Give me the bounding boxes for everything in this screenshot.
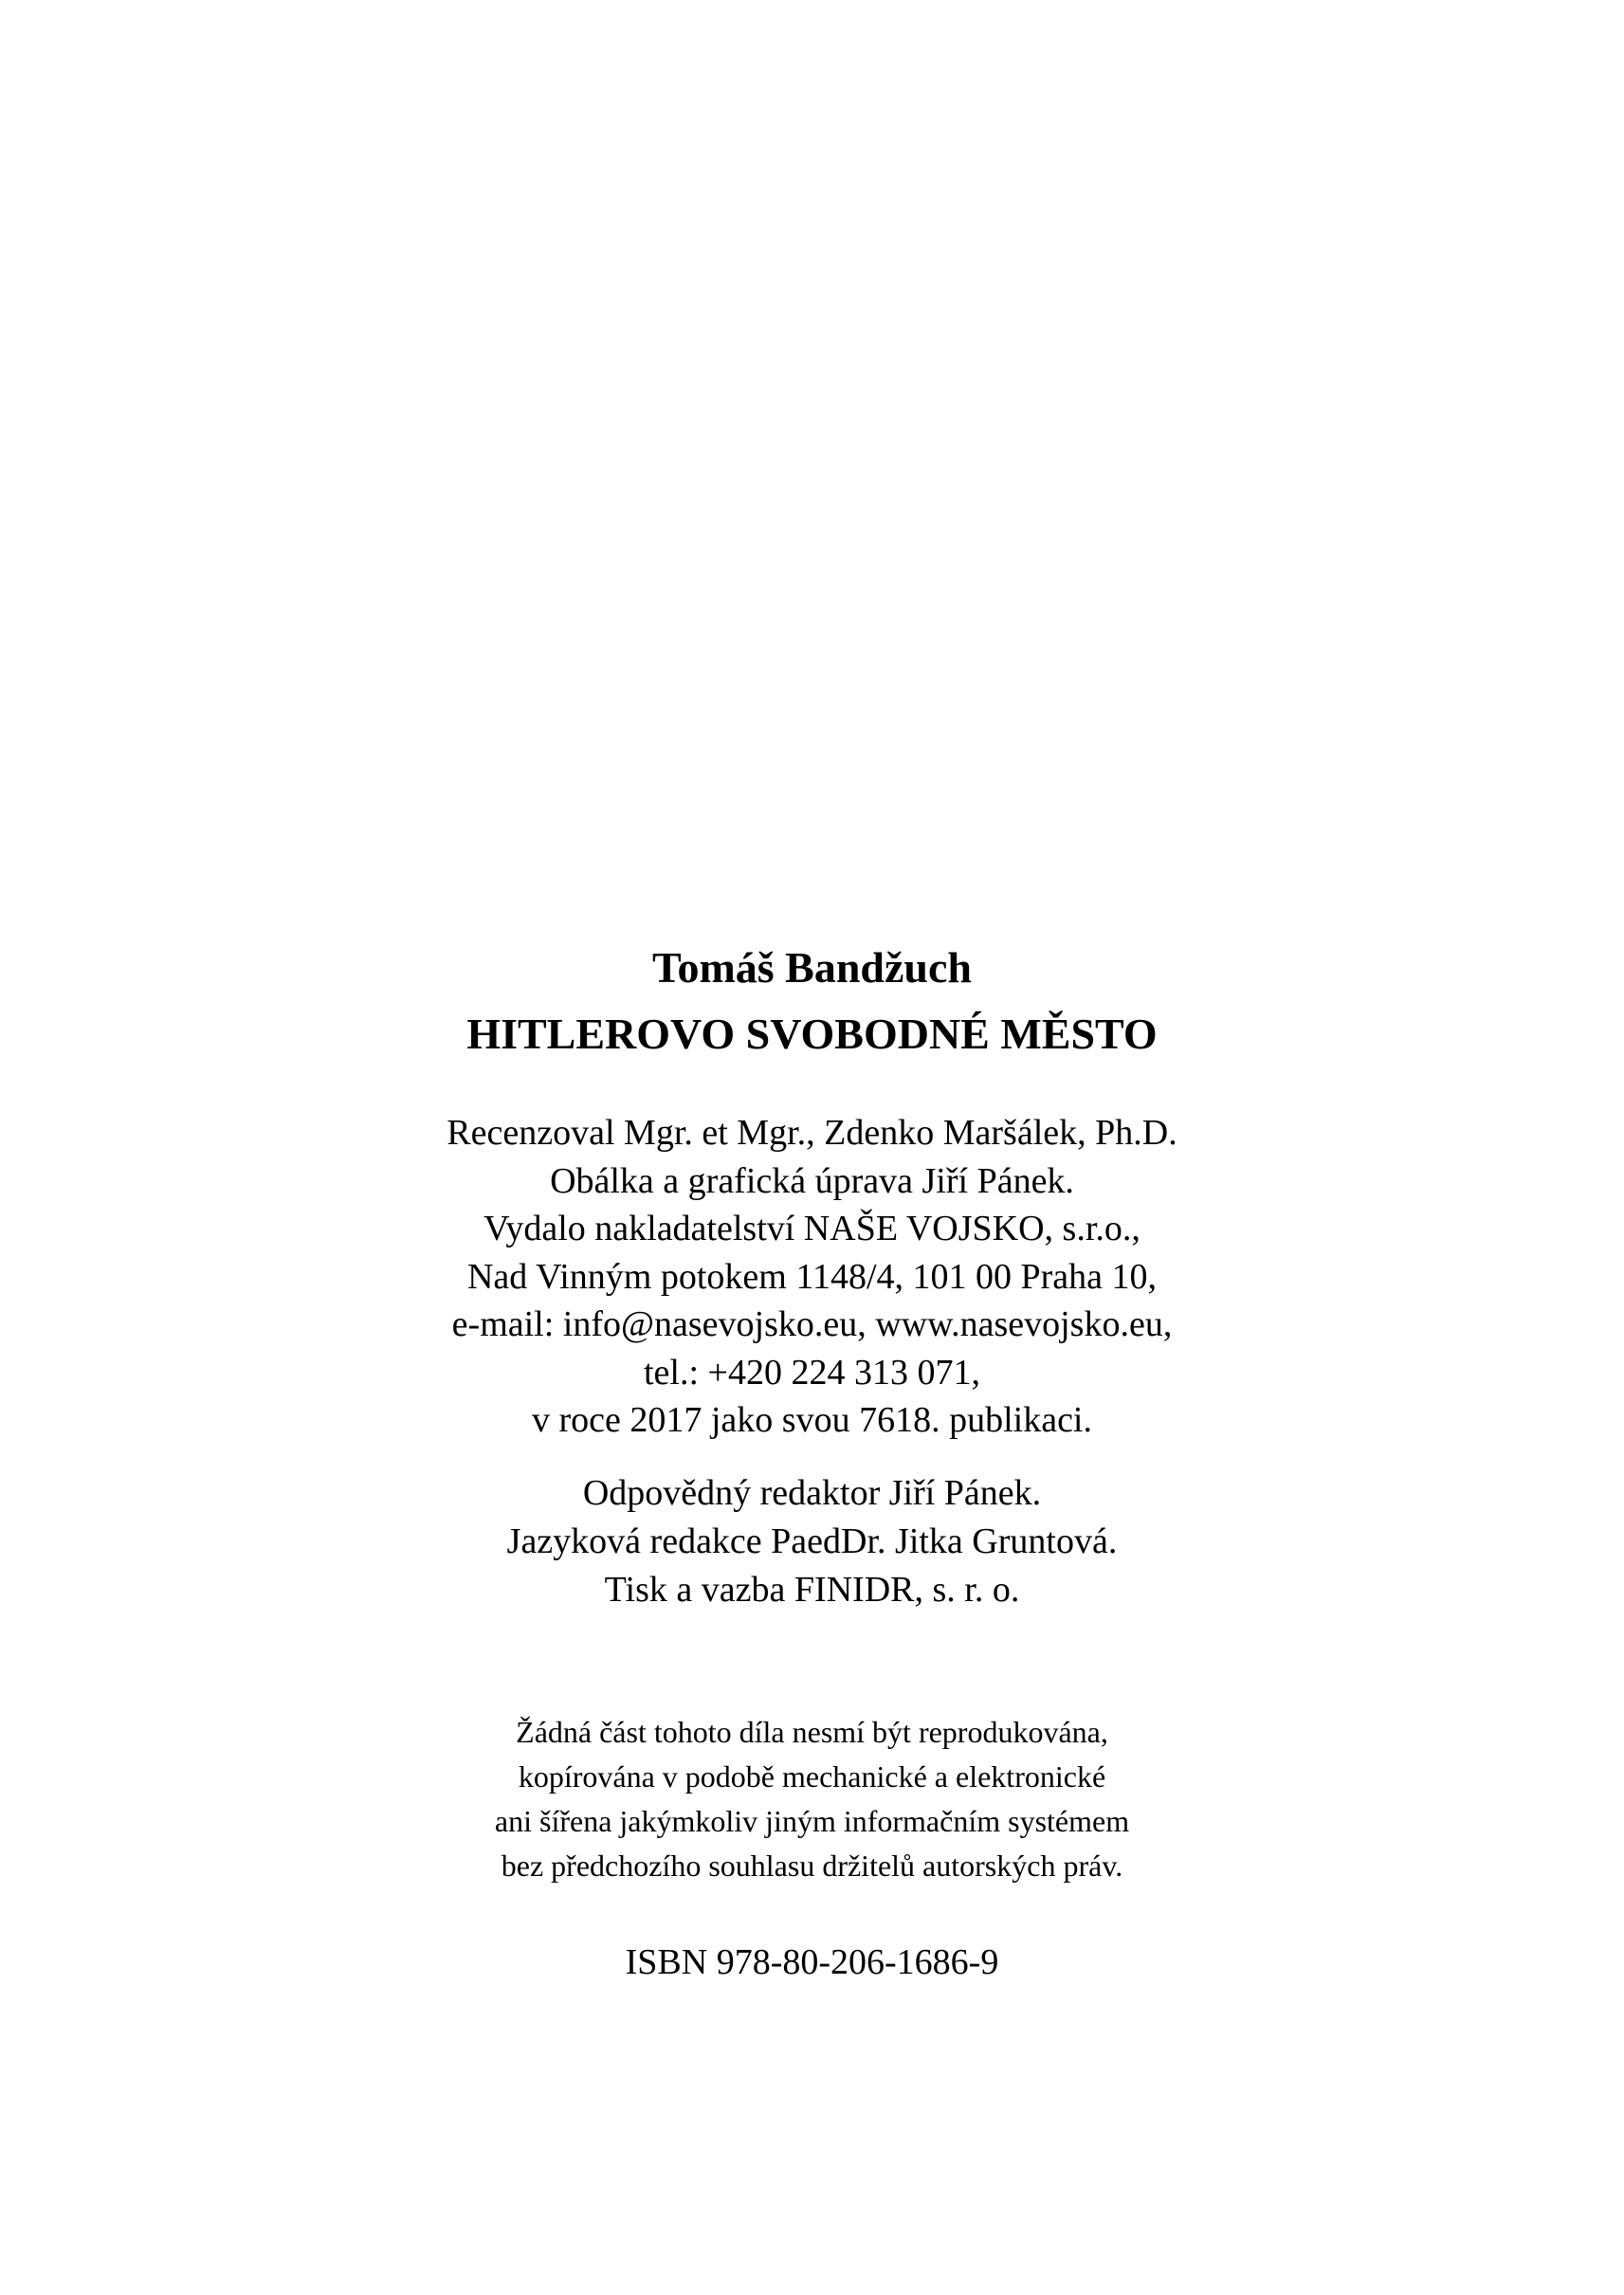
book-title-text: HITLEROVO SVOBODNÉ MĚSTO [466,1010,1158,1058]
imprint-line-cover-design: Obálka a grafická úprava Jiří Pánek. [550,1160,1074,1201]
book-title [0,1005,1624,1064]
isbn-text: ISBN 978-80-206-1686-9 [625,1942,999,1982]
author-name [0,938,1624,997]
rights-line: ani šířena jakýmkoliv jiným informačním systémem [494,1804,1130,1838]
imprint-line-address: Nad Vinným potokem 1148/4, 101 00 Praha 10, [466,1256,1158,1297]
rights-line: kopírována v podobě mechanické a elektronické [518,1759,1106,1794]
imprint-line-reviewer: Recenzoval Mgr. et Mgr., Zdenko Maršálek, Ph.D. [447,1113,1177,1153]
imprint-block [0,1109,1624,1445]
imprint-line-contact: e-mail: info@nasevojsko.eu, www.nasevojsko.eu, [451,1304,1173,1344]
author-name-text: Tomáš Bandžuch [651,943,973,992]
editor-line-language: Jazyková redakce PaedDr. Jitka Gruntová. [506,1521,1118,1561]
isbn [0,1939,1624,1986]
rights-notice [0,1710,1624,1888]
imprint-line-phone: tel.: +420 224 313 071, [644,1352,980,1393]
imprint-line-year: v roce 2017 jako svou 7618. publikaci. [531,1400,1092,1440]
editor-line-responsible: Odpovědný redaktor Jiří Pánek. [582,1473,1042,1513]
rights-line: Žádná část tohoto díla nesmí být reprodukována, [516,1715,1108,1749]
imprint-line-publisher: Vydalo nakladatelství NAŠE VOJSKO, s.r.o., [484,1209,1140,1248]
editorial-credits [0,1469,1624,1614]
rights-line: bez předchozího souhlasu držitelů autorských práv. [501,1849,1123,1883]
editor-line-printing: Tisk a vazba FINIDR, s. r. o. [604,1570,1020,1610]
